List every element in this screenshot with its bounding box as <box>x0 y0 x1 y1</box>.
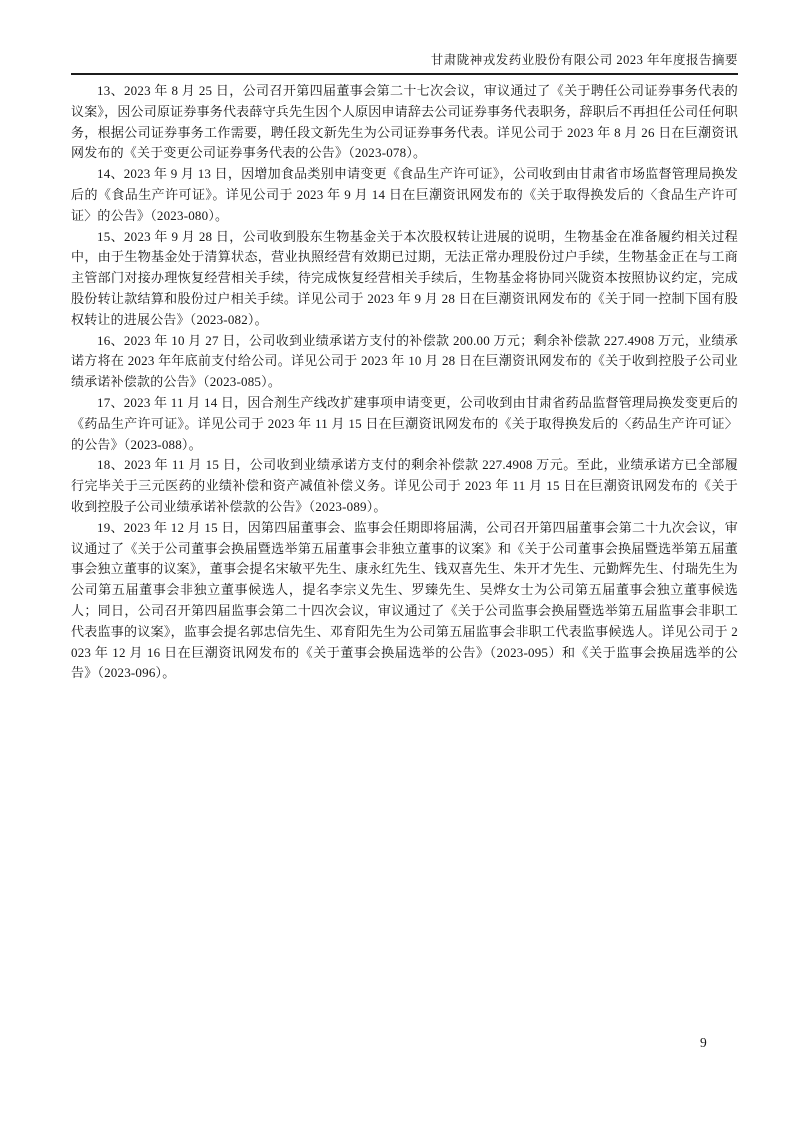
document-body <box>71 81 738 684</box>
page-number: 9 <box>700 1035 707 1050</box>
paragraph-19: 19、2023 年 12 月 15 日，因第四届董事会、监事会任期即将届满，公司召开第四届董事会第二十九次会议，审议通过了《关于公司董事会换届暨选举第五届董事会非独立董事的议案》和《关于公司董事会换届暨选举第五届董事会独立董事的议案》，董事会提名宋敏平先生、康永红先生、钱双喜先生、朱开才先生、元勤辉先生、付瑞先生为公司第五届董事会非独立董事候选人，提名李宗义先生、罗臻先生、吴烨女士为公司第五届董事会独立董事候选人；同日，公司召开第四届监事会第二十四次会议，审议通过了《关于公司监事会换届暨选举第五届监事会非职工代表监事的议案》，监事会提名郭忠信先生、邓育阳先生为公司第五届监事会非职工代表监事候选人。详见公司于 2023 年 12 月 16 日在巨潮资讯网发布的《关于董事会换届选举的公告》（2023-095）和《关于监事会换届选举的公告》（2023-096）。 <box>71 519 738 681</box>
paragraph-15: 15、2023 年 9 月 28 日，公司收到股东生物基金关于本次股权转让进展的说明，生物基金在准备履约相关过程中，由于生物基金处于清算状态，营业执照经营有效期已过期，无法正常办理股份过户手续，生物基金正在与工商主管部门对接办理恢复经营相关手续，待完成恢复经营相关手续后，生物基金将协同兴陇资本按照协议约定，完成股份转让款结算和股份过户相关手续。详见公司于 2023 年 9 月 28 日在巨潮资讯网发布的《关于同一控制下国有股权转让的进展公告》（2023-082）。 <box>71 228 738 327</box>
header-title: 甘肃陇神戎发药业股份有限公司 2023 年年度报告摘要 <box>430 53 738 67</box>
paragraph-16: 16、2023 年 10 月 27 日，公司收到业绩承诺方支付的补偿款 200.00 万元；剩余补偿款 227.4908 万元，业绩承诺方将在 2023 年年底前支付给公司。详见公司于 2023 年 10 月 28 日在巨潮资讯网发布的《关于收到控股子公司业绩承诺补偿款的公告》（2023-085）。 <box>71 332 738 390</box>
paragraph-18: 18、2023 年 11 月 15 日，公司收到业绩承诺方支付的剩余补偿款 227.4908 万元。至此，业绩承诺方已全部履行完毕关于三元医药的业绩补偿和资产减值补偿义务。详见公司于 2023 年 11 月 15 日在巨潮资讯网发布的《关于收到控股子公司业绩承诺补偿款的公告》（2023-089）。 <box>71 457 738 514</box>
paragraph-17: 17、2023 年 11 月 14 日，因合剂生产线改扩建事项申请变更，公司收到由甘肃省药品监督管理局换发变更后的《药品生产许可证》。详见公司于 2023 年 11 月 15 日在巨潮资讯网发布的《关于取得换发后的〈药品生产许可证〉的公告》（2023-088）。 <box>71 394 738 452</box>
paragraph-14: 14、2023 年 9 月 13 日，因增加食品类别申请变更《食品生产许可证》，公司收到由甘肃省市场监督管理局换发后的《食品生产许可证》。详见公司于 2023 年 9 月 14 日在巨潮资讯网发布的《关于取得换发后的〈食品生产许可证〉的公告》（2023-080）。 <box>71 166 738 223</box>
page-header <box>71 52 738 75</box>
paragraph-13: 13、2023 年 8 月 25 日，公司召开第四届董事会第二十七次会议，审议通过了《关于聘任公司证券事务代表的议案》，因公司原证券事务代表薛守兵先生因个人原因申请辞去公司证券事务代表职务，辞职后不再担任公司任何职务，根据公司证券事务工作需要，聘任段文新先生为公司证券事务代表。详见公司于 2023 年 8 月 26 日在巨潮资讯网发布的《关于变更公司证券事务代表的公告》（2023-078）。 <box>71 83 738 161</box>
